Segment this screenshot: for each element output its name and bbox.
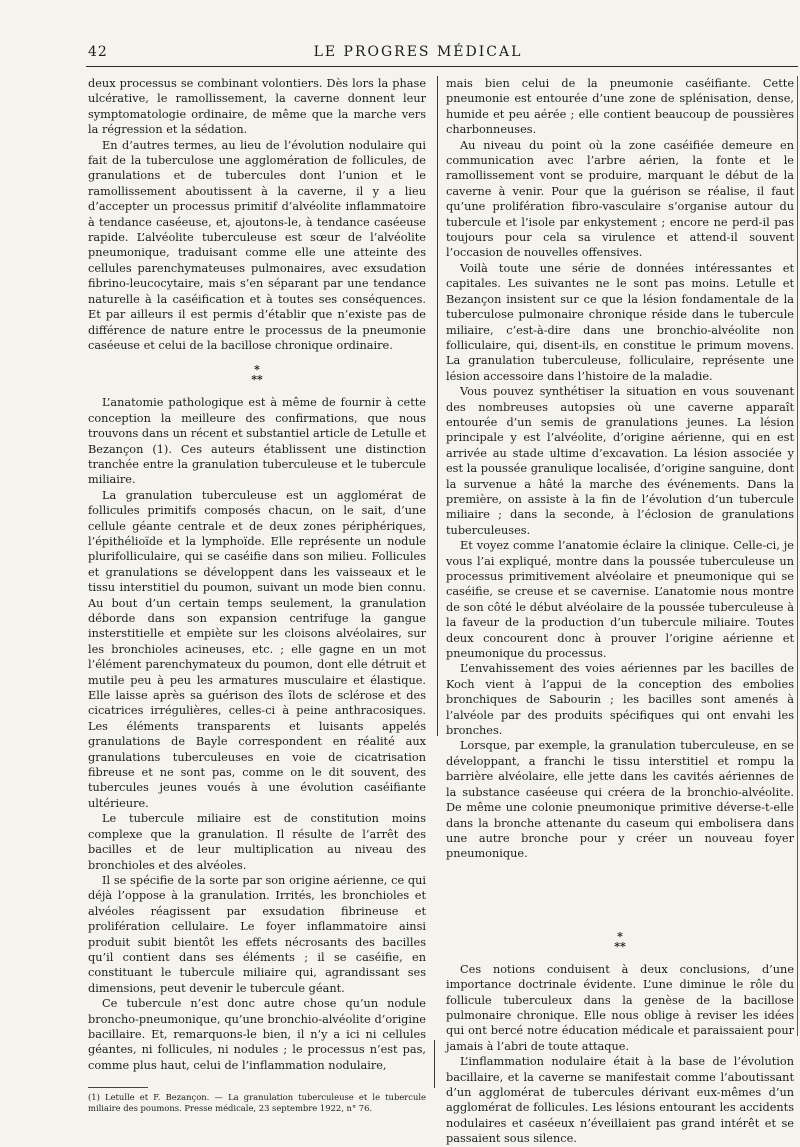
footnote-rule [88, 1087, 148, 1088]
running-title: LE PROGRES MÉDICAL [313, 44, 523, 60]
right-column [446, 76, 794, 1147]
section-asterism-right: * ** [614, 929, 626, 953]
lower-column-rule [434, 1040, 435, 1088]
left-column [88, 76, 426, 1114]
left-paragraph-6: Il se spécifie de la sorte par son origine aérienne, ce qui déjà l’oppose à la granulation. Irrités, les bronchioles et alvéoles réagissent par exsudation fibrineuse et prolifération cellulaire. Le foyer inflammatoire ainsi produit subit bientôt les effets nécrosants des bacilles qu’il contient dans ses éléments ; il se caséifie, en constituant le tubercule miliaire qui, agrandissant ses dimensions, peut devenir le tubercule géant. [88, 873, 426, 995]
right-paragraph-6: L’envahissement des voies aériennes par les bacilles de Koch vient à l’appui de la conception des embolies bronchiques de Sabourin ; les bacilles sont amenés à l’alvéole par des produits spécifiques qui ont envahi les bronches. [446, 662, 794, 738]
right-edge-rule [797, 76, 798, 1036]
header-rule [86, 66, 798, 67]
left-paragraph-1: deux processus se combinant volontiers. Dès lors la phase ulcérative, le ramollissement, la caverne donnent leur symptomatologie ordinaire, de même que la marche vers la régression et la sédation. [88, 77, 426, 137]
right-paragraph-4: Vous pouvez synthétiser la situation en vous souvenant des nombreuses autopsies où une caverne apparaît entourée d’un semis de granulations jeunes. La lésion principale y est l’alvéolite, d’origine aérienne, qui en est arrivée au stade ultime d’excavation. La lésion associée y est la poussée granulique localisée, d’origine sanguine, dont la survenue a hâté la marche des événements. Dans la première, on assiste à la fin de l’évolution d’un tubercule miliaire ; dans la seconde, à l’éclosion de granulations tuberculeuses. [446, 385, 794, 537]
page-header [88, 44, 748, 64]
right-paragraph-5: Et voyez comme l’anatomie éclaire la clinique. Celle-ci, je vous l’ai expliqué, montre dans la poussée tuberculeuse un processus primitivement alvéolaire et pneumonique qui se caséifie, se creuse et se cavernise. L’anatomie nous montre de son côté le début alvéolaire de la poussée tuberculeuse à la faveur de la production d’un tubercule miliaire. Toutes deux concourent donc à prouver l’origine aérienne et pneumonique du processus. [446, 539, 794, 661]
footnote: (1) Letulle et F. Bezançon. — La granulation tuberculeuse et le tubercule miliaire des poumons. Presse médicale, 23 septembre 1922, n° 76. [88, 1092, 426, 1114]
right-paragraph-8: Ces notions conduisent à deux conclusions, d’une importance doctrinale évidente. L’une diminue le rôle du follicule tuberculeux dans la genèse de la bacillose pulmonaire chronique. Elle nous oblige à reviser les idées qui ont bercé notre éducation médicale et paraissaient pour jamais à l’abri de toute attaque. [446, 962, 794, 1053]
section-asterism-left: * ** [251, 363, 263, 387]
right-paragraph-1: mais bien celui de la pneumonie caséifiante. Cette pneumonie est entourée d’une zone de splénisation, dense, humide et peu aérée ; elle contient beaucoup de poussières charbonneuses. [446, 77, 794, 137]
right-paragraph-9: L’inflammation nodulaire était à la base de l’évolution bacillaire, et la caverne se manifestait comme l’aboutissant d’un agglomérat de tubercules dérivant eux-mêmes d’un agglomérat de follicules. Les lésions entourant les accidents nodulaires et caséeux n’éveillaient pas grand intérêt et se passaient sous silence. [446, 1055, 794, 1146]
right-paragraph-2: Au niveau du point où la zone caséifiée demeure en communication avec l’arbre aérien, la fonte et le ramollissement vont se produire, marquant le début de la caverne à venir. Pour que la guérison se réalise, il faut qu’une prolifération fibro-vasculaire s’organise autour du tubercule et l’isole par enkystement ; encore ne perd-il pas toujours pour cela sa virulence et attend-il souvent l’occasion de nouvelles offensives. [446, 138, 794, 260]
left-paragraph-5: Le tubercule miliaire est de constitution moins complexe que la granulation. Il résulte de l’arrêt des bacilles et de leur multiplication au niveau des bronchioles et des alvéoles. [88, 812, 426, 872]
left-paragraph-2: En d’autres termes, au lieu de l’évolution nodulaire qui fait de la tuberculose une agglomération de follicules, de granulations et de tubercules dont l’union et le ramollissement aboutissent à la caverne, il y a lieu d’accepter un processus primitif d’alvéolite inflammatoire à tendance caséeuse, et, ajoutons-le, à tendance caséeuse rapide. L’alvéolite tuberculeuse est sœur de l’alvéolite pneumonique, traduisant comme elle une atteinte des cellules parenchymateuses pulmonaires, avec exsudation fibrino-leucocytaire, mais s’en séparant par une tendance naturelle à la caséification et à toutes ses conséquences. Et par ailleurs il est permis d’établir que n’existe pas de différence de nature entre le processus de la pneumonie caséeuse et celui de la bacillose chronique ordinaire. [88, 138, 426, 352]
column-rule [437, 76, 438, 736]
right-paragraph-3: Voilà toute une série de données intéressantes et capitales. Les suivantes ne le sont pas moins. Letulle et Bezançon insistent sur ce que la lésion fondamentale de la tuberculose pulmonaire chronique réside dans le tubercule miliaire, c’est-à-dire dans une bronchio-alvéolite non folliculaire, qui, disent-ils, en constitue le primum movens. La granulation tuberculeuse, folliculaire, représente une lésion accessoire dans l’histoire de la maladie. [446, 261, 794, 383]
page-number: 42 [88, 44, 108, 60]
left-paragraph-3: L’anatomie pathologique est à même de fournir à cette conception la meilleure des confirmations, que nous trouvons dans un récent et substantiel article de Letulle et Bezançon (1). Ces auteurs établissent une distinction tranchée entre la granulation tuberculeuse et le tubercule miliaire. [88, 396, 426, 487]
right-paragraph-7: Lorsque, par exemple, la granulation tuberculeuse, en se développant, a franchi le tissu interstitiel et rompu la barrière alvéolaire, elle jette dans les cavités aériennes de la substance caséeuse qui créera de la bronchio-alvéolite. De même une colonie pneumonique primitive déverse-t-elle dans la bronche attenante du caseum qui embolisera dans une autre bronche pour y créer un nouveau foyer pneumonique. [446, 739, 794, 861]
left-paragraph-4: La granulation tuberculeuse est un agglomérat de follicules primitifs composés chacun, on le sait, d’une cellule géante centrale et de deux zones périphériques, l’épithélioïde et la lymphoïde. Elle représente un nodule plurifolliculaire, qui se caséifie dans son milieu. Follicules et granulations se développent dans les vaisseaux et le tissu interstitiel du poumon, suivant un mode bien connu. Au bout d’un certain temps seulement, la granulation déborde dans son expansion centrifuge la gangue insterstitielle et empiète sur les cloisons alvéolaires, sur les bronchioles acineuses, etc. ; elle gagne en un mot l’élément parenchymateux du poumon, dont elle détruit et mutile peu à peu les armatures musculaire et élastique. Elle laisse après sa guérison des îlots de sclérose et des cicatrices irrégulières, celles-ci à peine anthracosiques. Les éléments transparents et luisants appelés granulations de Bayle correspondent en réalité aux granulations tuberculeuses en voie de cicatrisation fibreuse et ne sont pas, comme on le dit souvent, des tubercules jeunes voués à une évolution caséifiante ultérieure. [88, 488, 426, 810]
left-paragraph-7: Ce tubercule n’est donc autre chose qu’un nodule broncho-pneumonique, qu’une bronchio-alvéolite d’origine bacillaire. Et, remarquons-le bien, il n’y a ici ni cellules géantes, ni follicules, ni nodules ; le processus n’est pas, comme plus haut, celui de l’inflammation nodulaire, [88, 997, 426, 1072]
